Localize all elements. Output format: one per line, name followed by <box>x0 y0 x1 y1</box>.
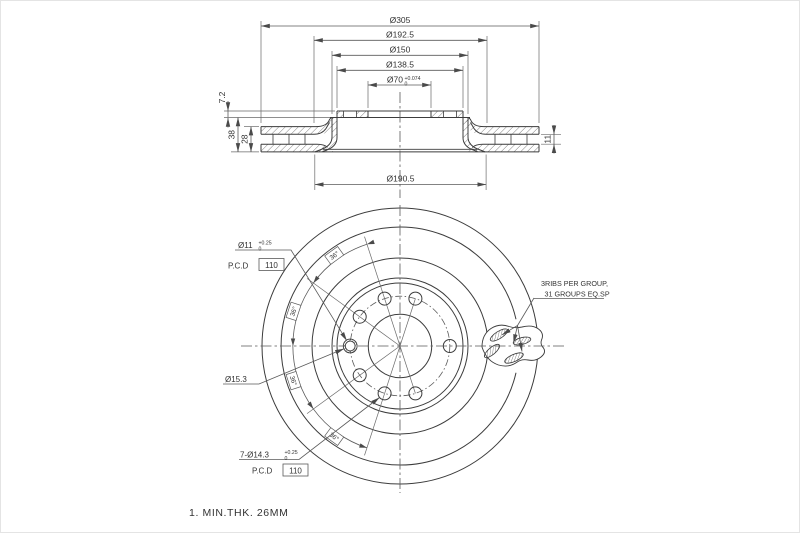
dim-bore-tol-upper: +0.074 <box>404 76 421 82</box>
locating-pin-hole <box>343 339 357 353</box>
dim-bore-dia-value: Ø70 <box>386 74 403 85</box>
pin-dia-label: Ø11 <box>238 241 253 250</box>
pin-dia-tol-upper: +0.25 <box>258 240 272 247</box>
pcd-top-value: 110 <box>265 260 278 270</box>
bolt-holes-callout <box>240 450 308 476</box>
bolt-holes-tol-lower: 0 <box>284 455 288 462</box>
counterbore-dia-label: Ø15.3 <box>225 375 247 384</box>
front-view <box>223 205 610 493</box>
pcd-bottom-value: 110 <box>289 466 302 476</box>
angle-value: 36° <box>328 250 341 262</box>
dim-hat-offset-7-2: 7.2 <box>217 91 227 104</box>
dim-dia-150: Ø150 <box>389 44 411 55</box>
dim-height-38: 38 <box>226 129 237 140</box>
angle-label-box <box>325 428 344 446</box>
angle-value: 36° <box>327 431 340 443</box>
min-thickness-note: 1. MIN.THK. 26MM <box>189 507 289 519</box>
angle-dimension-arc <box>291 240 375 450</box>
dim-thickness-28: 28 <box>239 134 250 144</box>
dim-outer-dia: Ø305 <box>389 15 411 25</box>
pin-dia-tol-lower: 0 <box>258 246 262 253</box>
dim-bore-tol-lower: 0 <box>404 81 408 88</box>
dim-skirt-dia-190: Ø190.5 <box>386 173 415 184</box>
pin-hole-callout <box>228 240 284 270</box>
bolt-holes-tol-upper: +0.25 <box>284 449 298 456</box>
dim-bore-dia-70 <box>387 75 421 88</box>
bolt-holes-label: 7-Ø14.3 <box>240 450 269 460</box>
pcd-top-label: P.C.D <box>228 261 249 271</box>
section-view <box>217 15 561 198</box>
dim-dia-138: Ø138.5 <box>386 59 414 70</box>
angle-value: 36° <box>289 305 300 318</box>
angle-label-box <box>325 246 344 264</box>
dim-hat-dia-192: Ø192.5 <box>386 29 414 40</box>
brake-disc-technical-drawing <box>1 1 800 533</box>
ribs-note <box>534 279 610 299</box>
rib-breakout <box>482 325 545 366</box>
pcd-bottom-label: P.C.D <box>252 466 273 476</box>
ribs-note-line1: 3RIBS PER GROUP, <box>541 279 608 288</box>
angle-value: 36° <box>287 375 298 387</box>
dim-vane-gap-11: 11 <box>542 134 553 144</box>
ribs-note-line2: 31 GROUPS EQ.SP <box>544 289 610 299</box>
